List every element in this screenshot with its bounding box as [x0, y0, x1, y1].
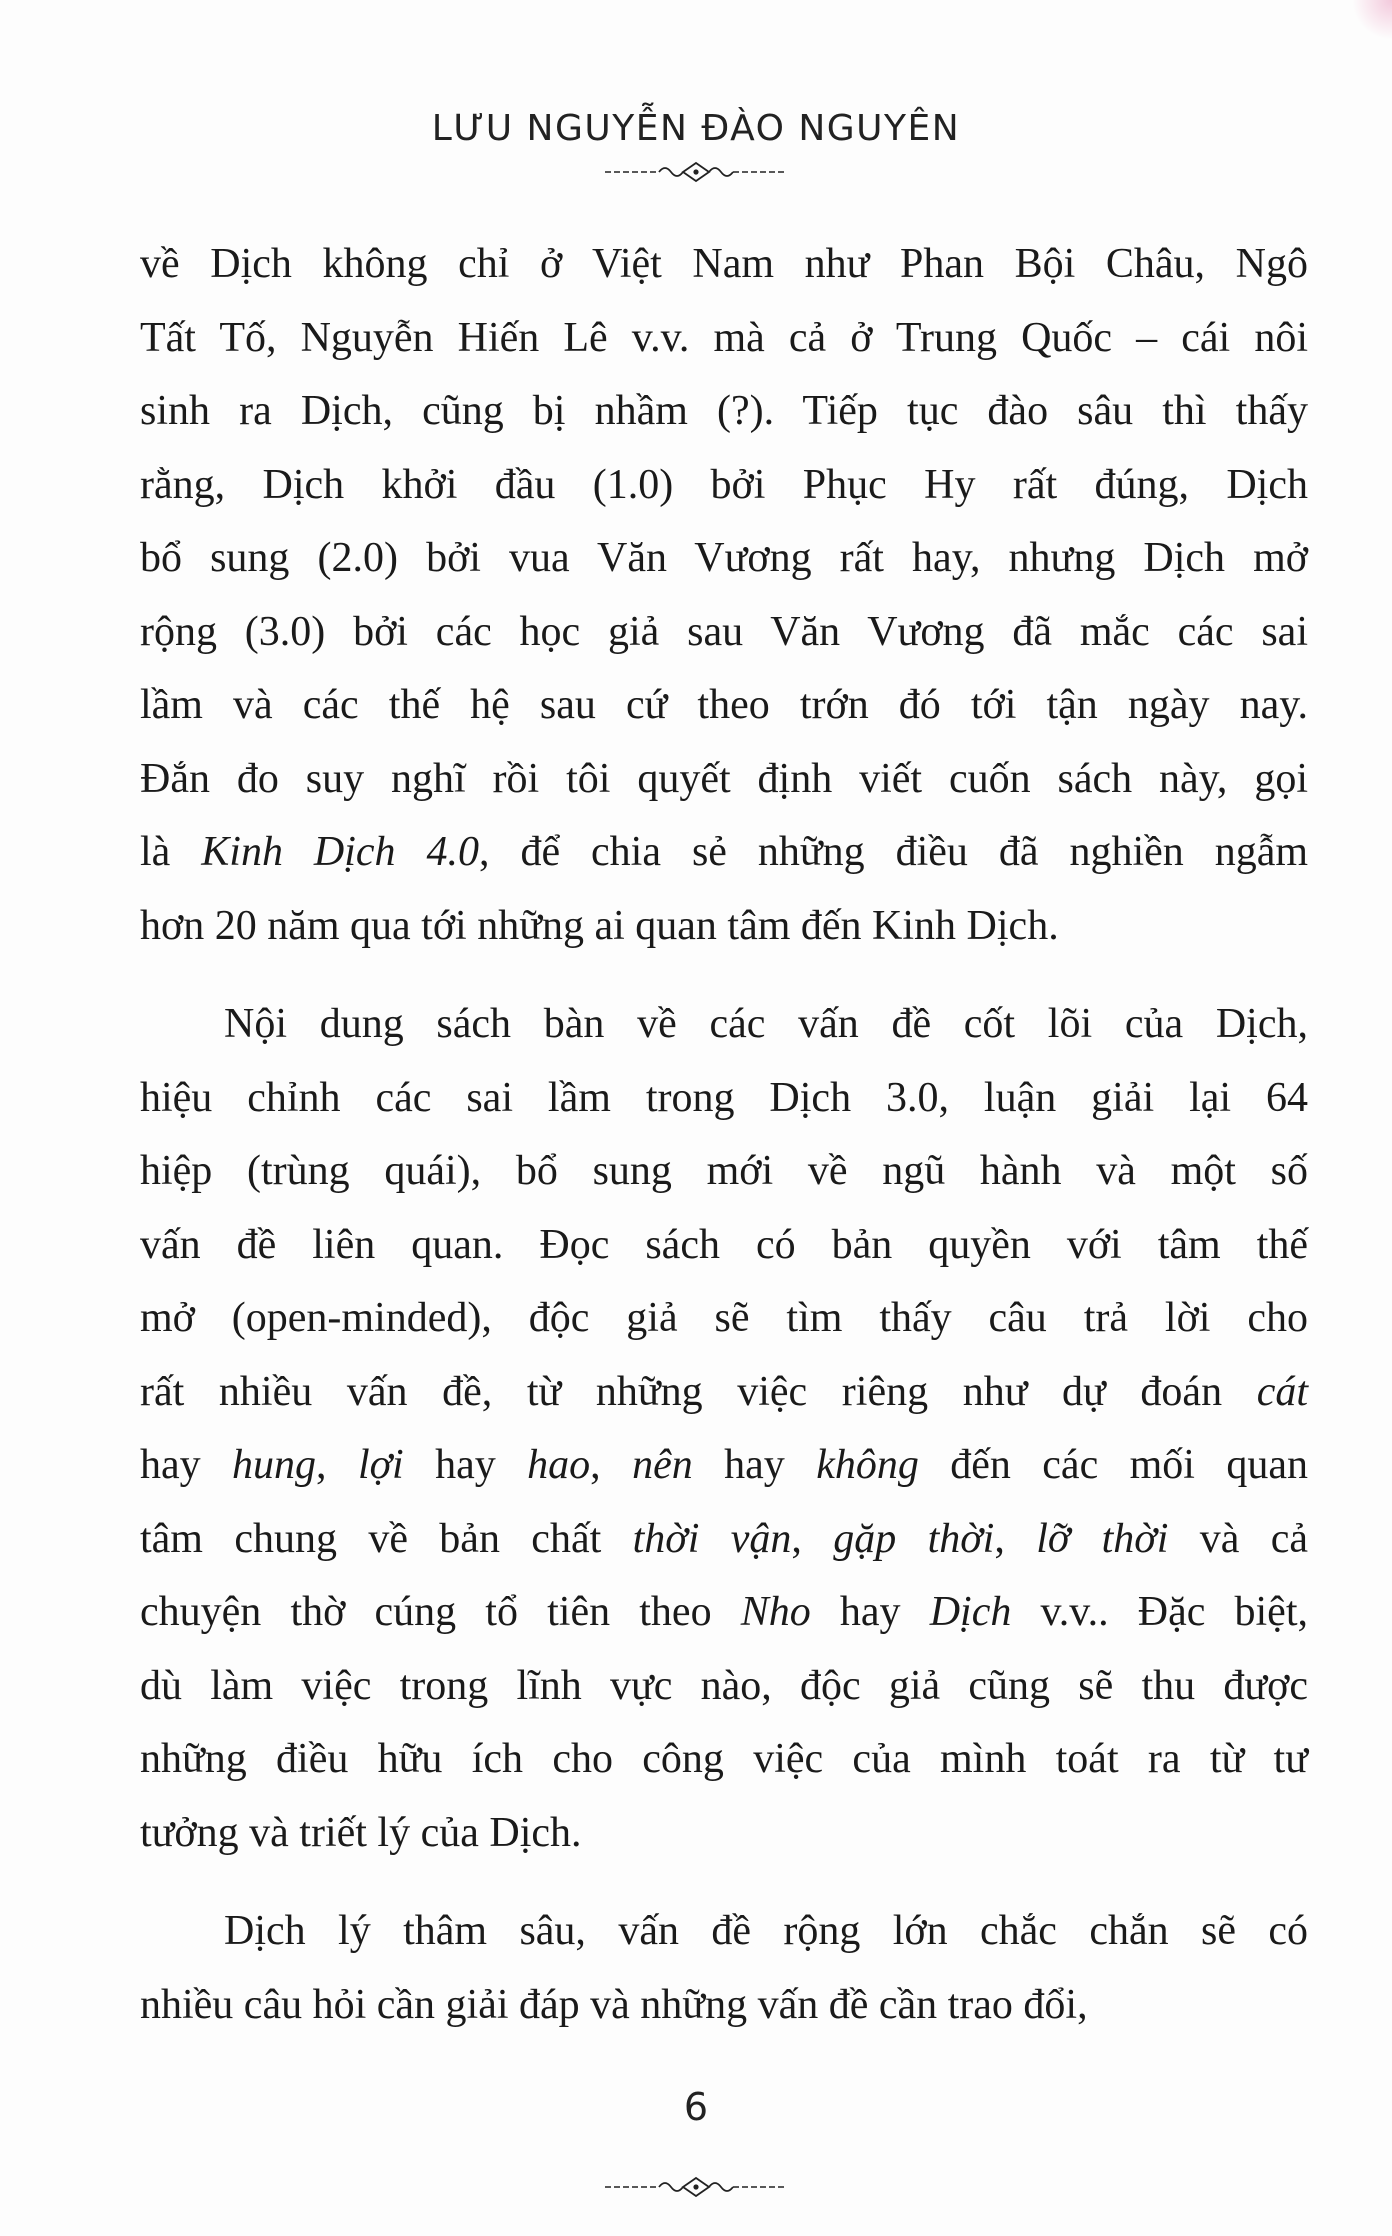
text-run: , — [994, 1515, 1037, 1562]
paragraph — [140, 988, 1308, 1870]
italic-term: Dịch — [929, 1589, 1012, 1635]
text-line — [140, 1895, 1308, 1969]
text-run: Nội dung sách bàn về các vấn đề cốt lõi của Dịch, — [224, 1001, 1308, 1047]
text-line — [140, 890, 1308, 964]
italic-term: thời vận — [632, 1515, 792, 1562]
italic-term: lỡ thời — [1036, 1515, 1169, 1562]
italic-term: không — [816, 1442, 919, 1488]
italic-term: gặp thời — [833, 1515, 995, 1562]
text-run: Dịch lý thâm sâu, vấn đề rộng lớn chắc chắn sẽ có — [224, 1908, 1308, 1954]
paragraph-gap — [140, 1870, 1308, 1895]
text-run: hơn 20 năm qua tới những ai quan tâm đến Kinh Dịch. — [140, 902, 1059, 949]
text-line — [140, 228, 1308, 302]
text-run: hiệp (trùng quái), bổ sung mới về ngũ hành và một số — [140, 1148, 1308, 1194]
text-line — [140, 302, 1308, 376]
paragraph — [140, 1895, 1308, 2042]
italic-term: hung — [232, 1442, 317, 1488]
text-line — [140, 1650, 1308, 1724]
text-line — [140, 1969, 1308, 2043]
text-run: và cả — [1168, 1515, 1308, 1562]
paragraph-gap — [140, 963, 1308, 988]
text-run: hay — [140, 1442, 233, 1488]
text-line — [140, 449, 1308, 523]
text-run: Đắn đo suy nghĩ rồi tôi quyết định viết cuốn sách này, gọi — [140, 755, 1308, 802]
text-line — [140, 743, 1308, 817]
text-run: rằng, Dịch khởi đầu (1.0) bởi Phục Hy rất đúng, Dịch — [140, 461, 1308, 508]
text-line — [140, 522, 1308, 596]
text-run: nhiều câu hỏi cần giải đáp và những vấn đề cần trao đổi, — [140, 1981, 1088, 2028]
italic-term: Kinh Dịch 4.0 — [201, 829, 479, 875]
text-line — [140, 1723, 1308, 1797]
text-run: hay — [810, 1589, 930, 1635]
text-run: chuyện thờ cúng tổ tiên theo — [140, 1589, 741, 1635]
text-line — [140, 1209, 1308, 1283]
running-title: LƯU NGUYỄN ĐÀO NGUYÊN — [431, 108, 961, 149]
text-run: tưởng và triết lý của Dịch. — [140, 1809, 582, 1856]
text-run: Tất Tố, Nguyễn Hiến Lê v.v. mà cả ở Trung Quốc – cái nôi — [140, 314, 1308, 361]
text-run: tâm chung về bản chất — [140, 1515, 633, 1562]
text-run: về Dịch không chỉ ở Việt Nam như Phan Bội Châu, Ngô — [140, 241, 1308, 287]
text-line — [140, 1062, 1308, 1136]
text-run: hiệu chỉnh các sai lầm trong Dịch 3.0, luận giải lại 64 — [140, 1074, 1308, 1121]
text-line — [140, 1576, 1308, 1650]
text-run: hay — [403, 1442, 528, 1488]
text-line — [140, 1135, 1308, 1209]
text-line — [140, 1282, 1308, 1356]
text-run: dù làm việc trong lĩnh vực nào, độc giả cũng sẽ thu được — [140, 1662, 1308, 1709]
text-line — [140, 1356, 1308, 1430]
text-run: rộng (3.0) bởi các học giả sau Văn Vương đã mắc các sai — [140, 608, 1308, 655]
text-run: sinh ra Dịch, cũng bị nhầm (?). Tiếp tục đào sâu thì thấy — [140, 388, 1308, 434]
italic-term: Nho — [740, 1589, 811, 1635]
text-run: v.v.. Đặc biệt, — [1011, 1589, 1308, 1635]
italic-term: nên — [632, 1442, 693, 1488]
paragraph — [140, 228, 1308, 963]
text-line — [140, 1503, 1308, 1577]
text-run: , để chia sẻ những điều đã nghiền ngẫm — [479, 829, 1309, 875]
text-line — [140, 669, 1308, 743]
italic-term: cát — [1256, 1368, 1308, 1415]
text-run: hay — [692, 1442, 817, 1488]
italic-term: lợi — [357, 1442, 404, 1488]
text-run: , — [791, 1515, 834, 1562]
text-line — [140, 816, 1308, 890]
body-text — [140, 228, 1308, 2042]
text-run: đến các mối quan — [918, 1442, 1308, 1488]
text-run: những điều hữu ích cho công việc của mình toát ra từ tư — [140, 1736, 1308, 1782]
text-run: lầm và các thế hệ sau cứ theo trớn đó tới tận ngày nay. — [140, 682, 1308, 728]
header-ornament-icon — [0, 160, 1392, 184]
text-run: , — [316, 1442, 358, 1488]
text-run: , — [590, 1442, 633, 1488]
text-line — [140, 596, 1308, 670]
text-line — [140, 988, 1308, 1062]
text-run: là — [140, 829, 202, 875]
page-number: 6 — [683, 2085, 709, 2129]
footer-ornament-icon — [0, 2175, 1392, 2199]
text-line — [140, 1429, 1308, 1503]
text-run: vấn đề liên quan. Đọc sách có bản quyền với tâm thế — [140, 1221, 1308, 1268]
text-line — [140, 1797, 1308, 1871]
text-line — [140, 375, 1308, 449]
corner-tint — [1352, 0, 1392, 40]
text-run: bổ sung (2.0) bởi vua Văn Vương rất hay, nhưng Dịch mở — [140, 535, 1308, 581]
text-run: rất nhiều vấn đề, từ những việc riêng như dự đoán — [140, 1368, 1257, 1415]
italic-term: hao — [527, 1442, 591, 1488]
text-run: mở (open-minded), độc giả sẽ tìm thấy câu trả lời cho — [140, 1295, 1308, 1341]
